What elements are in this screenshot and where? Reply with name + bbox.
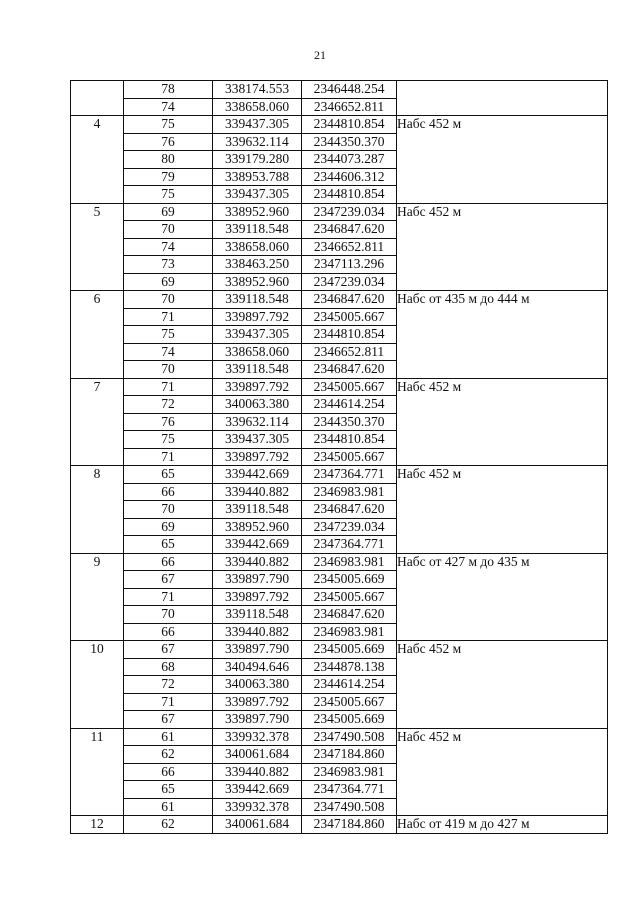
x-coordinate-cell: 339442.669	[213, 536, 302, 554]
point-number-cell: 69	[124, 273, 213, 291]
point-number-cell: 69	[124, 518, 213, 536]
coordinates-table	[70, 80, 608, 834]
x-coordinate-cell: 339440.882	[213, 623, 302, 641]
point-number-cell: 67	[124, 711, 213, 729]
y-coordinate-cell: 2345005.667	[302, 448, 397, 466]
y-coordinate-cell: 2347490.508	[302, 728, 397, 746]
point-number-cell: 73	[124, 256, 213, 274]
x-coordinate-cell: 339442.669	[213, 466, 302, 484]
point-number-cell: 69	[124, 203, 213, 221]
x-coordinate-cell: 339897.792	[213, 448, 302, 466]
plot-number-cell: 5	[71, 203, 124, 291]
point-number-cell: 76	[124, 413, 213, 431]
height-note-cell: Набс от 427 м до 435 м	[397, 553, 608, 641]
y-coordinate-cell: 2344878.138	[302, 658, 397, 676]
x-coordinate-cell: 339437.305	[213, 326, 302, 344]
point-number-cell: 61	[124, 728, 213, 746]
y-coordinate-cell: 2344810.854	[302, 116, 397, 134]
x-coordinate-cell: 339897.792	[213, 588, 302, 606]
point-number-cell: 71	[124, 693, 213, 711]
table-row	[71, 203, 608, 221]
point-number-cell: 75	[124, 186, 213, 204]
point-number-cell: 62	[124, 746, 213, 764]
y-coordinate-cell: 2347239.034	[302, 518, 397, 536]
x-coordinate-cell: 339440.882	[213, 553, 302, 571]
point-number-cell: 76	[124, 133, 213, 151]
x-coordinate-cell: 339442.669	[213, 781, 302, 799]
y-coordinate-cell: 2346983.981	[302, 483, 397, 501]
point-number-cell: 70	[124, 221, 213, 239]
height-note-cell: Набс от 419 м до 427 м	[397, 816, 608, 834]
y-coordinate-cell: 2344810.854	[302, 431, 397, 449]
x-coordinate-cell: 340063.380	[213, 396, 302, 414]
point-number-cell: 62	[124, 816, 213, 834]
point-number-cell: 72	[124, 676, 213, 694]
y-coordinate-cell: 2346847.620	[302, 361, 397, 379]
table-row	[71, 816, 608, 834]
point-number-cell: 71	[124, 448, 213, 466]
table-row	[71, 553, 608, 571]
x-coordinate-cell: 339440.882	[213, 763, 302, 781]
y-coordinate-cell: 2347364.771	[302, 536, 397, 554]
x-coordinate-cell: 338658.060	[213, 238, 302, 256]
x-coordinate-cell: 340494.646	[213, 658, 302, 676]
y-coordinate-cell: 2346847.620	[302, 606, 397, 624]
x-coordinate-cell: 338952.960	[213, 203, 302, 221]
y-coordinate-cell: 2345005.669	[302, 571, 397, 589]
point-number-cell: 70	[124, 501, 213, 519]
height-note-cell: Набс 452 м	[397, 641, 608, 729]
x-coordinate-cell: 339897.790	[213, 641, 302, 659]
table-row	[71, 378, 608, 396]
x-coordinate-cell: 338952.960	[213, 273, 302, 291]
y-coordinate-cell: 2346652.811	[302, 343, 397, 361]
point-number-cell: 74	[124, 238, 213, 256]
table-row	[71, 116, 608, 134]
x-coordinate-cell: 338463.250	[213, 256, 302, 274]
x-coordinate-cell: 339632.114	[213, 133, 302, 151]
point-number-cell: 75	[124, 116, 213, 134]
y-coordinate-cell: 2344810.854	[302, 326, 397, 344]
point-number-cell: 70	[124, 361, 213, 379]
y-coordinate-cell: 2344073.287	[302, 151, 397, 169]
x-coordinate-cell: 338953.788	[213, 168, 302, 186]
y-coordinate-cell: 2344350.370	[302, 413, 397, 431]
x-coordinate-cell: 338174.553	[213, 81, 302, 99]
y-coordinate-cell: 2346448.254	[302, 81, 397, 99]
x-coordinate-cell: 339897.792	[213, 308, 302, 326]
plot-number-cell: 10	[71, 641, 124, 729]
height-note-cell: Набс 452 м	[397, 378, 608, 466]
y-coordinate-cell: 2345005.669	[302, 711, 397, 729]
plot-number-cell: 7	[71, 378, 124, 466]
plot-number-cell: 9	[71, 553, 124, 641]
point-number-cell: 71	[124, 308, 213, 326]
point-number-cell: 79	[124, 168, 213, 186]
page-number: 21	[314, 48, 326, 62]
y-coordinate-cell: 2346983.981	[302, 553, 397, 571]
y-coordinate-cell: 2346983.981	[302, 623, 397, 641]
point-number-cell: 80	[124, 151, 213, 169]
y-coordinate-cell: 2345005.667	[302, 693, 397, 711]
point-number-cell: 61	[124, 798, 213, 816]
point-number-cell: 67	[124, 641, 213, 659]
y-coordinate-cell: 2347184.860	[302, 816, 397, 834]
plot-number-cell: 4	[71, 116, 124, 204]
coordinates-table-body	[71, 81, 608, 834]
y-coordinate-cell: 2345005.669	[302, 641, 397, 659]
point-number-cell: 75	[124, 431, 213, 449]
y-coordinate-cell: 2347239.034	[302, 203, 397, 221]
height-note-cell: Набс от 435 м до 444 м	[397, 291, 608, 379]
point-number-cell: 65	[124, 536, 213, 554]
x-coordinate-cell: 339897.792	[213, 693, 302, 711]
point-number-cell: 66	[124, 763, 213, 781]
table-row	[71, 641, 608, 659]
point-number-cell: 70	[124, 291, 213, 309]
x-coordinate-cell: 339440.882	[213, 483, 302, 501]
x-coordinate-cell: 339118.548	[213, 221, 302, 239]
x-coordinate-cell: 340061.684	[213, 816, 302, 834]
x-coordinate-cell: 339118.548	[213, 606, 302, 624]
x-coordinate-cell: 339118.548	[213, 291, 302, 309]
x-coordinate-cell: 339118.548	[213, 501, 302, 519]
y-coordinate-cell: 2345005.667	[302, 308, 397, 326]
x-coordinate-cell: 340063.380	[213, 676, 302, 694]
height-note-cell: Набс 452 м	[397, 203, 608, 291]
point-number-cell: 78	[124, 81, 213, 99]
x-coordinate-cell: 339932.378	[213, 798, 302, 816]
y-coordinate-cell: 2346652.811	[302, 238, 397, 256]
point-number-cell: 65	[124, 466, 213, 484]
point-number-cell: 67	[124, 571, 213, 589]
x-coordinate-cell: 339437.305	[213, 116, 302, 134]
x-coordinate-cell: 339632.114	[213, 413, 302, 431]
y-coordinate-cell: 2347113.296	[302, 256, 397, 274]
x-coordinate-cell: 339897.790	[213, 711, 302, 729]
point-number-cell: 66	[124, 483, 213, 501]
height-note-cell: Набс 452 м	[397, 728, 608, 816]
x-coordinate-cell: 338658.060	[213, 98, 302, 116]
height-note-cell: Набс 452 м	[397, 466, 608, 554]
point-number-cell: 75	[124, 326, 213, 344]
y-coordinate-cell: 2347490.508	[302, 798, 397, 816]
y-coordinate-cell: 2347364.771	[302, 781, 397, 799]
y-coordinate-cell: 2345005.667	[302, 588, 397, 606]
y-coordinate-cell: 2347184.860	[302, 746, 397, 764]
point-number-cell: 66	[124, 553, 213, 571]
x-coordinate-cell: 338658.060	[213, 343, 302, 361]
y-coordinate-cell: 2346847.620	[302, 501, 397, 519]
y-coordinate-cell: 2346652.811	[302, 98, 397, 116]
point-number-cell: 68	[124, 658, 213, 676]
x-coordinate-cell: 338952.960	[213, 518, 302, 536]
y-coordinate-cell: 2345005.667	[302, 378, 397, 396]
y-coordinate-cell: 2344606.312	[302, 168, 397, 186]
point-number-cell: 66	[124, 623, 213, 641]
x-coordinate-cell: 339179.280	[213, 151, 302, 169]
point-number-cell: 74	[124, 98, 213, 116]
table-row	[71, 81, 608, 99]
y-coordinate-cell: 2344810.854	[302, 186, 397, 204]
point-number-cell: 71	[124, 378, 213, 396]
y-coordinate-cell: 2344350.370	[302, 133, 397, 151]
y-coordinate-cell: 2347364.771	[302, 466, 397, 484]
table-row	[71, 728, 608, 746]
y-coordinate-cell: 2344614.254	[302, 676, 397, 694]
x-coordinate-cell: 340061.684	[213, 746, 302, 764]
point-number-cell: 70	[124, 606, 213, 624]
height-note-cell	[397, 81, 608, 116]
x-coordinate-cell: 339437.305	[213, 186, 302, 204]
height-note-cell: Набс 452 м	[397, 116, 608, 204]
x-coordinate-cell: 339118.548	[213, 361, 302, 379]
point-number-cell: 65	[124, 781, 213, 799]
y-coordinate-cell: 2344614.254	[302, 396, 397, 414]
x-coordinate-cell: 339932.378	[213, 728, 302, 746]
y-coordinate-cell: 2346983.981	[302, 763, 397, 781]
y-coordinate-cell: 2347239.034	[302, 273, 397, 291]
point-number-cell: 74	[124, 343, 213, 361]
plot-number-cell: 8	[71, 466, 124, 554]
plot-number-cell: 11	[71, 728, 124, 816]
y-coordinate-cell: 2346847.620	[302, 221, 397, 239]
x-coordinate-cell: 339897.790	[213, 571, 302, 589]
x-coordinate-cell: 339437.305	[213, 431, 302, 449]
plot-number-cell: 12	[71, 816, 124, 834]
x-coordinate-cell: 339897.792	[213, 378, 302, 396]
y-coordinate-cell: 2346847.620	[302, 291, 397, 309]
plot-number-cell: 6	[71, 291, 124, 379]
table-row	[71, 291, 608, 309]
point-number-cell: 72	[124, 396, 213, 414]
table-row	[71, 466, 608, 484]
point-number-cell: 71	[124, 588, 213, 606]
plot-number-cell	[71, 81, 124, 116]
